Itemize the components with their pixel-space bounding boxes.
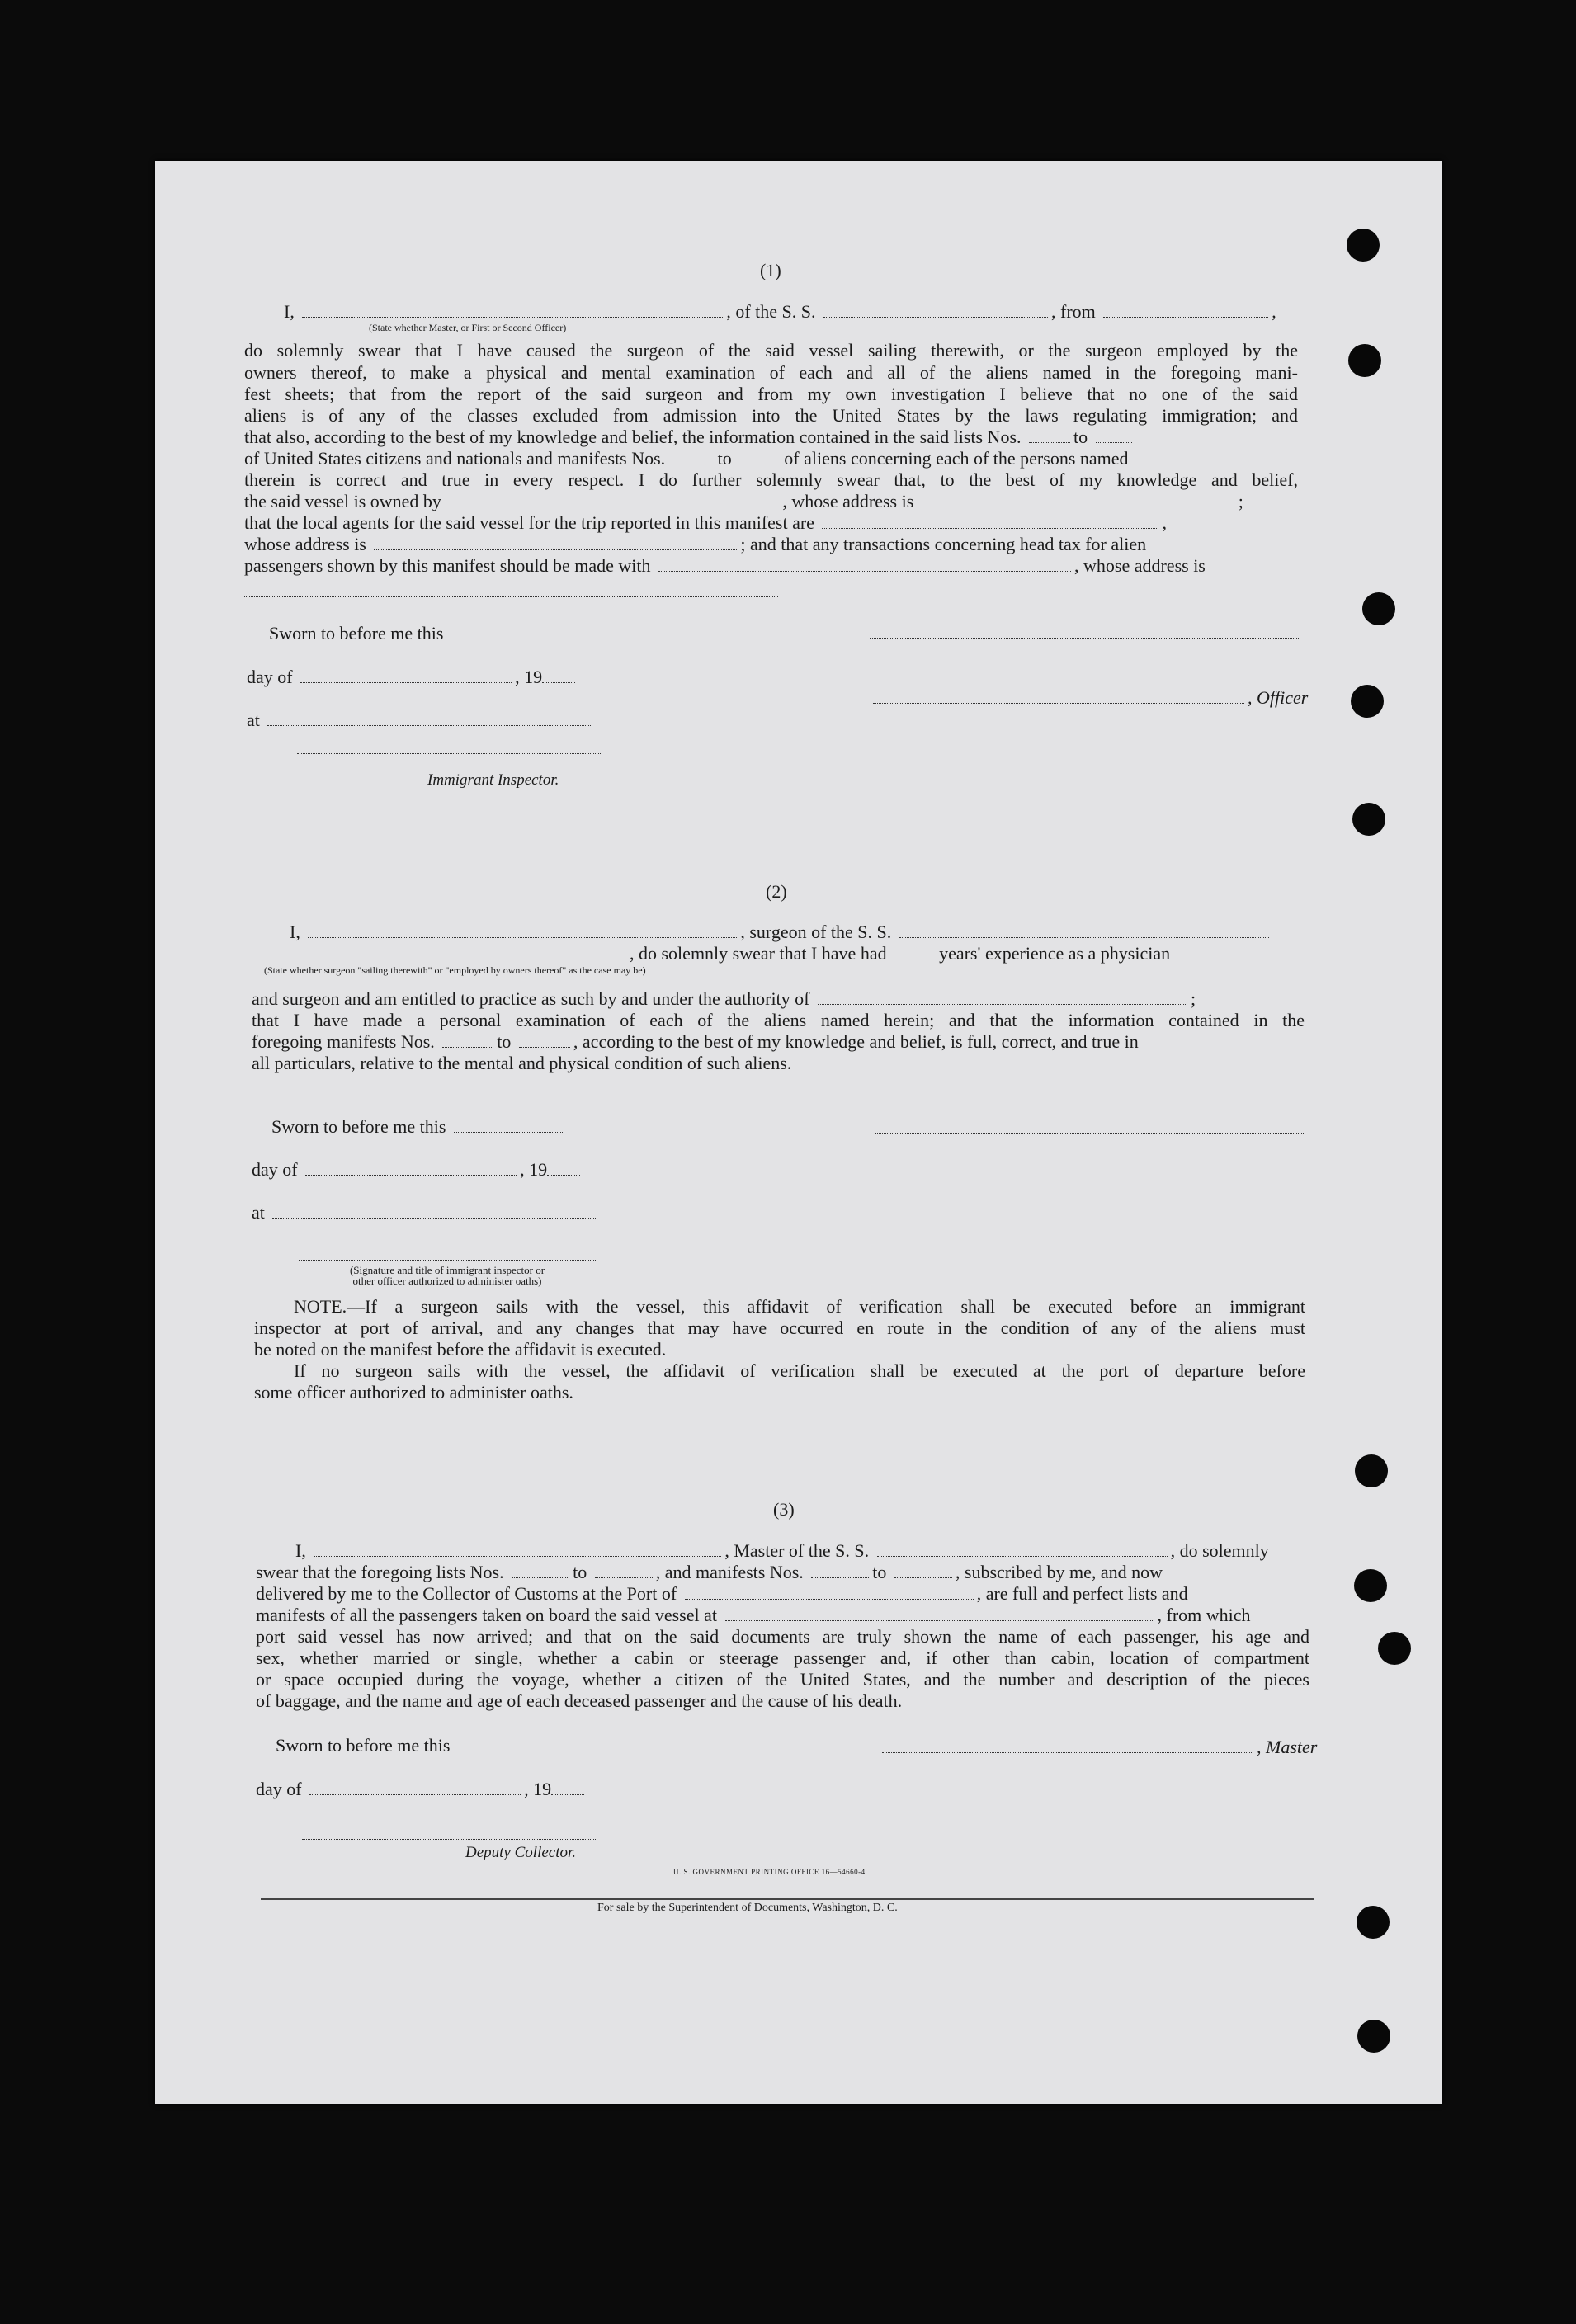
- s2-manifests-label: foregoing manifests Nos.: [252, 1031, 435, 1052]
- s1-officer-label: , Officer: [1248, 687, 1309, 708]
- s1-head-tax-label: ; and that any transactions concerning head tax for alien: [740, 534, 1147, 554]
- footer-rule: [261, 1898, 1314, 1900]
- s3-collector-signature-field[interactable]: [302, 1839, 597, 1840]
- s1-body-line: do solemnly swear that I have caused the surgeon of the said vessel sailing therewith, or the surgeon employed by the: [244, 340, 1298, 361]
- s3-i-label: I,: [295, 1540, 306, 1561]
- s1-made-with-label: passengers shown by this manifest should be made with: [244, 555, 651, 576]
- s2-years-label: years' experience as a physician: [939, 943, 1171, 964]
- s1-officer-note: (State whether Master, or First or Second Officer): [369, 322, 567, 333]
- s2-swear-label: , do solemnly swear that I have had: [630, 943, 887, 964]
- s1-address-label: , whose address is: [782, 491, 914, 511]
- s1-officer-signature-field[interactable]: [870, 638, 1300, 639]
- punch-hole: [1378, 1632, 1411, 1665]
- s3-sworn-label: Sworn to before me this: [276, 1735, 451, 1756]
- s3-lists-from-field[interactable]: [512, 1563, 569, 1578]
- s2-surgeon-note: (State whether surgeon "sailing therewith" or "employed by owners thereof" as the case may be): [264, 964, 646, 976]
- form-page: [155, 161, 1442, 2104]
- s2-i-label: I,: [290, 922, 300, 942]
- s2-line-5: [252, 1031, 1139, 1053]
- s1-body-line: fest sheets; that from the report of the said surgeon and from my own investigation I believe that no one of the said: [244, 384, 1298, 404]
- s3-line-3: [256, 1583, 1188, 1605]
- s3-deputy-label: Deputy Collector.: [465, 1844, 577, 1861]
- s1-line-8: [244, 491, 1243, 512]
- s1-inspector-label: Immigrant Inspector.: [427, 771, 559, 789]
- s3-departure-port-field[interactable]: [725, 1605, 1154, 1621]
- s1-to-label: to: [717, 448, 732, 469]
- s2-manifests-from-field[interactable]: [442, 1032, 493, 1048]
- s3-oath-line: [295, 1540, 1269, 1562]
- s2-sig-note-1: (Signature and title of immigrant inspector or: [349, 1264, 545, 1276]
- s1-line-9: [244, 512, 1167, 534]
- s2-sig-note-2: other officer authorized to administer oaths): [352, 1275, 542, 1287]
- s2-inspector-signature-field[interactable]: [299, 1260, 596, 1261]
- s2-sworn-day-field[interactable]: [454, 1117, 564, 1133]
- punch-hole: [1357, 1906, 1390, 1939]
- s2-note-line: If no surgeon sails with the vessel, the affidavit of verification shall be executed at the port of departure before: [294, 1360, 1305, 1381]
- s1-line-11: [244, 555, 1206, 577]
- s3-master-label: , Master: [1257, 1737, 1318, 1757]
- s3-port-field[interactable]: [685, 1584, 974, 1600]
- s2-note-line: be noted on the manifest before the affidavit is executed.: [254, 1339, 667, 1360]
- s3-dayof-label: day of: [256, 1779, 302, 1799]
- s1-from-field[interactable]: [1103, 302, 1268, 318]
- s1-manifests-from-field[interactable]: [673, 449, 715, 464]
- punch-hole: [1352, 803, 1385, 836]
- s3-master-line: [879, 1737, 1317, 1758]
- s3-lists-label: swear that the foregoing lists Nos.: [256, 1562, 504, 1582]
- s2-name-field[interactable]: [308, 922, 737, 938]
- s3-line-2: [256, 1562, 1163, 1583]
- s1-address-line-field[interactable]: [244, 596, 778, 597]
- s3-month-field[interactable]: [309, 1780, 521, 1795]
- punch-hole: [1347, 229, 1380, 262]
- s2-line-3: [252, 988, 1196, 1010]
- s3-port-label: delivered by me to the Collector of Customs at the Port of: [256, 1583, 677, 1604]
- s3-line-4: [256, 1605, 1251, 1626]
- punch-hole: [1362, 592, 1395, 625]
- s1-line-7: therein is correct and true in every respect. I do further solemnly swear that, to the best of my knowledge and belief,: [244, 469, 1298, 490]
- s1-month-field[interactable]: [300, 667, 512, 683]
- s3-sworn-day-field[interactable]: [458, 1736, 569, 1751]
- gpo-imprint: U. S. GOVERNMENT PRINTING OFFICE 16—54660-4: [673, 1868, 866, 1876]
- s3-body-line: port said vessel has now arrived; and that on the said documents are truly shown the name of each passenger, his age and: [256, 1626, 1309, 1647]
- s1-name-field[interactable]: [302, 302, 723, 318]
- s3-to-label: to: [573, 1562, 587, 1582]
- s1-of-ss-label: , of the S. S.: [726, 301, 816, 322]
- punch-hole: [1351, 685, 1384, 718]
- s1-body-line: owners thereof, to make a physical and mental examination of each and all of the aliens named in the foregoing mani-: [244, 362, 1298, 383]
- s1-dayof-label: day of: [247, 667, 293, 687]
- punch-hole: [1348, 344, 1381, 377]
- s3-subscribed-label: , subscribed by me, and now: [955, 1562, 1163, 1582]
- s3-sworn: [276, 1735, 572, 1756]
- s2-belief-label: , according to the best of my knowledge and belief, is full, correct, and true in: [573, 1031, 1139, 1052]
- s2-at: [252, 1202, 599, 1223]
- s2-line-6: all particulars, relative to the mental and physical condition of such aliens.: [252, 1053, 792, 1073]
- s1-agents-field[interactable]: [822, 513, 1158, 529]
- s2-note-line: inspector at port of arrival, and any changes that may have occurred en route in the condition of any of the aliens must: [254, 1318, 1305, 1338]
- s1-made-with-field[interactable]: [658, 556, 1071, 572]
- s1-lists-to-field[interactable]: [1096, 427, 1132, 443]
- s2-sworn-label: Sworn to before me this: [271, 1116, 446, 1137]
- s1-sworn-day-field[interactable]: [451, 624, 562, 639]
- s1-whose-address-label: , whose address is: [1074, 555, 1206, 576]
- s2-semicolon: ;: [1191, 988, 1196, 1009]
- s1-oath-line: I, , of the S. S. , from ,: [284, 301, 1276, 322]
- footer-sale-note: For sale by the Superintendent of Documents, Washington, D. C.: [597, 1902, 898, 1914]
- s1-sworn-label: Sworn to before me this: [269, 623, 444, 643]
- section-1-number: (1): [760, 260, 781, 280]
- s2-vessel-field[interactable]: [899, 922, 1269, 938]
- s3-dayof: [256, 1779, 587, 1800]
- s3-from-which-label: , from which: [1157, 1605, 1251, 1625]
- s1-manifests-label: of United States citizens and nationals and manifests Nos.: [244, 448, 666, 469]
- s2-manifests-to-field[interactable]: [519, 1032, 570, 1048]
- s1-lists-nos-label: that also, according to the best of my knowledge and belief, the information contained in the said lists Nos.: [244, 427, 1022, 447]
- s2-sworn: [271, 1116, 568, 1138]
- s2-to-label: to: [497, 1031, 512, 1052]
- s3-solemnly-label: , do solemnly: [1170, 1540, 1269, 1561]
- s2-place-field[interactable]: [272, 1203, 596, 1219]
- s2-authority-field[interactable]: [818, 989, 1187, 1005]
- s3-body-line: or space occupied during the voyage, whether a citizen of the United States, and the number and description of the pieces: [256, 1669, 1309, 1690]
- s2-line-2: [247, 943, 1170, 964]
- s3-taken-at-label: manifests of all the passengers taken on board the said vessel at: [256, 1605, 718, 1625]
- s3-manifests-to-field[interactable]: [894, 1563, 952, 1578]
- s3-name-field[interactable]: [314, 1541, 721, 1557]
- s1-owner-field[interactable]: [449, 492, 779, 507]
- s1-body-line: aliens is of any of the classes excluded from admission into the United States by the laws regulating immigration; and: [244, 405, 1298, 426]
- s2-surgeon-signature-field[interactable]: [875, 1133, 1305, 1134]
- s1-vessel-field[interactable]: [823, 302, 1048, 318]
- s1-line-6: [244, 448, 1129, 469]
- s1-from-label: , from: [1051, 301, 1096, 322]
- s1-comma: ,: [1162, 512, 1167, 533]
- s1-at-label: at: [247, 709, 260, 730]
- s2-month-field[interactable]: [305, 1160, 517, 1176]
- s3-lists-to-field[interactable]: [595, 1563, 653, 1578]
- s2-years-field[interactable]: [894, 944, 936, 959]
- s3-body-line: sex, whether married or single, whether a cabin or steerage passenger and, if other than cabin, location of compartment: [256, 1648, 1309, 1668]
- s3-body-line: of baggage, and the name and age of each deceased passenger and the cause of his death.: [256, 1690, 903, 1711]
- s1-owner-address-field[interactable]: [922, 492, 1235, 507]
- s3-vessel-field[interactable]: [877, 1541, 1168, 1557]
- s2-year-field[interactable]: [547, 1160, 580, 1176]
- s3-perfect-lists-label: , are full and perfect lists and: [976, 1583, 1188, 1604]
- s1-inspector-signature-field[interactable]: [297, 753, 601, 754]
- s2-authority-label: and surgeon and am entitled to practice as such by and under the authority of: [252, 988, 810, 1009]
- s2-surgeon-label: , surgeon of the S. S.: [740, 922, 892, 942]
- punch-hole: [1354, 1569, 1387, 1602]
- s1-lists-from-field[interactable]: [1029, 427, 1070, 443]
- s1-officer-line: [870, 687, 1308, 709]
- s1-i-label: I,: [284, 301, 295, 322]
- punch-hole: [1355, 1454, 1388, 1487]
- s2-line-4: that I have made a personal examination of each of the aliens named herein; and that the information contained in the: [252, 1010, 1305, 1030]
- section-2-number: (2): [766, 881, 787, 902]
- s2-oath-line: [290, 922, 1272, 943]
- s1-line-5: [244, 427, 1135, 448]
- s2-year-label: , 19: [520, 1159, 548, 1180]
- s3-master-ss-label: , Master of the S. S.: [724, 1540, 870, 1561]
- s1-manifests-to-field[interactable]: [739, 449, 781, 464]
- s2-dayof: [252, 1159, 583, 1181]
- s1-at: [247, 709, 594, 731]
- s1-agents-address-field[interactable]: [374, 535, 737, 550]
- s1-owned-by-label: the said vessel is owned by: [244, 491, 441, 511]
- s1-sworn: [269, 623, 565, 644]
- s2-at-label: at: [252, 1202, 265, 1223]
- s2-dayof-label: day of: [252, 1159, 298, 1180]
- s3-year-field[interactable]: [551, 1780, 584, 1795]
- s1-line-10: [244, 534, 1146, 555]
- s1-agents-address-label: whose address is: [244, 534, 366, 554]
- s1-year-label: , 19: [515, 667, 543, 687]
- s1-to-label: to: [1073, 427, 1088, 447]
- s3-manifests-from-field[interactable]: [811, 1563, 869, 1578]
- s3-manifests-label: , and manifests Nos.: [655, 1562, 804, 1582]
- s2-note-line: some officer authorized to administer oaths.: [254, 1382, 573, 1402]
- punch-hole: [1357, 2020, 1390, 2053]
- s1-aliens-label: of aliens concerning each of the persons named: [784, 448, 1129, 469]
- s3-year-label: , 19: [524, 1779, 552, 1799]
- s2-surgeon-status-field[interactable]: [247, 944, 626, 959]
- s3-master-signature-field[interactable]: [882, 1737, 1253, 1753]
- s1-officer-title-field[interactable]: [873, 688, 1244, 704]
- s2-note-line: NOTE.—If a surgeon sails with the vessel, this affidavit of verification shall be executed before an immigrant: [294, 1296, 1305, 1317]
- s3-to-label: to: [872, 1562, 887, 1582]
- s1-agents-label: that the local agents for the said vessel for the trip reported in this manifest are: [244, 512, 814, 533]
- s1-place-field[interactable]: [267, 710, 591, 726]
- s1-year-field[interactable]: [542, 667, 575, 683]
- s1-semicolon: ;: [1238, 491, 1243, 511]
- section-3-number: (3): [773, 1499, 795, 1520]
- s1-dayof: [247, 667, 578, 688]
